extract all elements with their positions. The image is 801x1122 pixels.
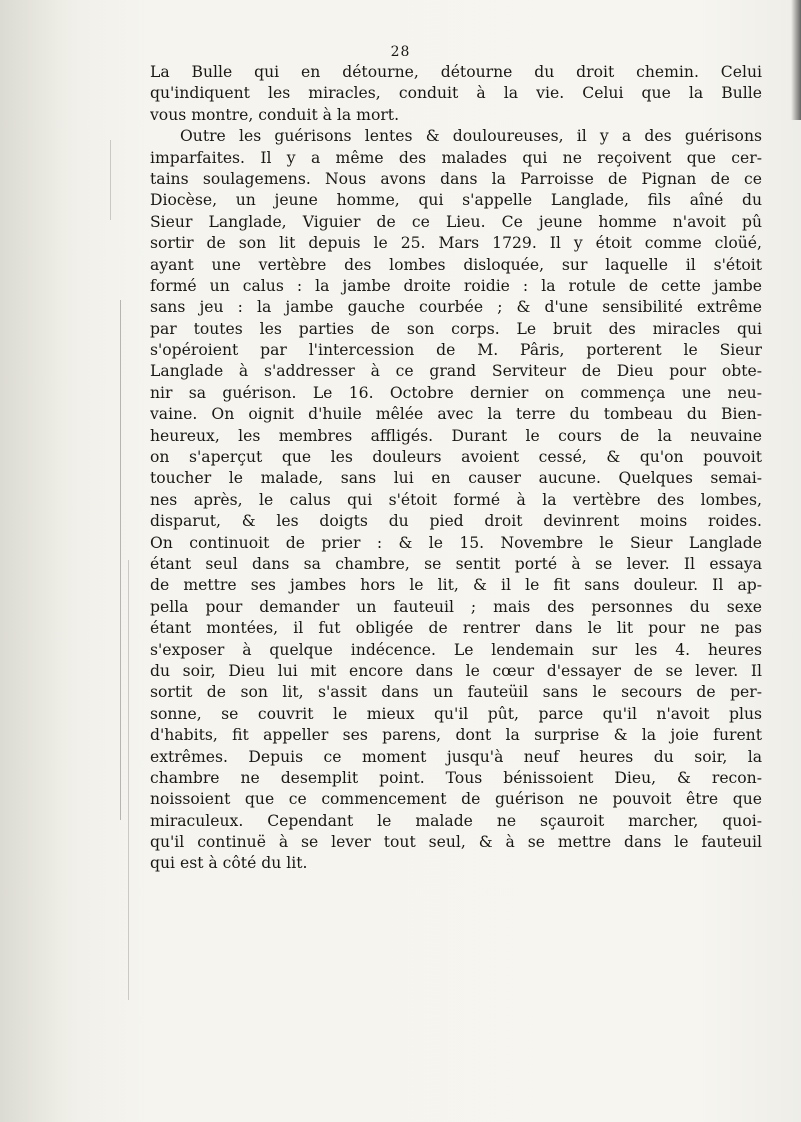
text-line: étant montées, il fut obligée de rentrer dans le lit pour ne pas (150, 619, 762, 638)
text-line: vaine. On oignit d'huile mêlée avec la terre du tombeau du Bien- (150, 405, 762, 424)
text-line: qu'indiquent les miracles, conduit à la vie. Celui que la Bulle (150, 84, 762, 103)
text-line: nes après, le calus qui s'étoit formé à la vertèbre des lombes, (150, 490, 762, 509)
text-line: de mettre ses jambes hors le lit, & il le fit sans douleur. Il ap- (150, 576, 762, 595)
text-line: Sieur Langlade, Viguier de ce Lieu. Ce jeune homme n'avoit pû (150, 212, 762, 231)
text-line: formé un calus : la jambe droite roidie : la rotule de cette jambe (150, 276, 762, 295)
text-line: imparfaites. Il y a même des malades qui ne reçoivent que cer- (150, 148, 762, 167)
text-line: sonne, se couvrit le mieux qu'il pût, parce qu'il n'avoit plus (150, 704, 762, 723)
text-line: tains soulagemens. Nous avons dans la Parroisse de Pignan de ce (150, 169, 762, 188)
margin-mark (120, 300, 121, 820)
text-line: s'exposer à quelque indécence. Le lendemain sur les 4. heures (150, 640, 762, 659)
margin-mark (110, 140, 111, 220)
text-line: vous montre, conduit à la mort. (150, 105, 400, 124)
text-line: d'habits, fit appeller ses parens, dont la surprise & la joie furent (150, 726, 762, 745)
text-line: on s'aperçut que les douleurs avoient cessé, & qu'on pouvoit (150, 448, 762, 467)
text-line: La Bulle qui en détourne, détourne du droit chemin. Celui (150, 63, 762, 81)
page-number: 28 (390, 44, 411, 60)
text-line: pella pour demander un fauteuil ; mais des personnes du sexe (150, 597, 762, 616)
text-line: du soir, Dieu lui mit encore dans le cœur d'essayer de se lever. Il (150, 661, 762, 680)
text-line: heureux, les membres affligés. Durant le cours de la neuvaine (150, 426, 762, 445)
text-line: On continuoit de prier : & le 15. Novembre le Sieur Langlade (150, 533, 762, 552)
text-line: sortit de son lit, s'assit dans un fauteüil sans le secours de per- (150, 683, 762, 702)
text-line: disparut, & les doigts du pied droit devinrent moins roides. (150, 512, 762, 531)
text-line: qu'il continuë à se lever tout seul, & à se mettre dans le fauteuil (150, 833, 762, 852)
page-edge-shadow (791, 0, 801, 120)
text-line: étant seul dans sa chambre, se sentit porté à se lever. Il essaya (150, 554, 762, 573)
text-line: Langlade à s'addresser à ce grand Serviteur de Dieu pour obte- (150, 362, 762, 381)
text-line: chambre ne desemplit point. Tous bénissoient Dieu, & recon- (150, 768, 762, 787)
margin-mark (128, 560, 129, 1000)
text-line: ayant une vertèbre des lombes disloquée, sur laquelle il s'étoit (150, 255, 762, 274)
text-line: nir sa guérison. Le 16. Octobre dernier on commença une neu- (150, 383, 762, 402)
text-line: qui est à côté du lit. (150, 854, 308, 873)
text-line: miraculeux. Cependant le malade ne sçauroit marcher, quoi- (150, 811, 762, 830)
text-line: sortir de son lit depuis le 25. Mars 1729. Il y étoit comme cloüé, (150, 234, 762, 253)
text-line: toucher le malade, sans lui en causer aucune. Quelques semai- (150, 469, 762, 488)
text-line: extrêmes. Depuis ce moment jusqu'à neuf heures du soir, la (150, 747, 762, 766)
text-line: Outre les guérisons lentes & douloureuses, il y a des guérisons (180, 127, 762, 146)
body-text (150, 62, 762, 875)
text-line: par toutes les parties de son corps. Le bruit des miracles qui (150, 319, 762, 338)
text-line: s'opéroient par l'intercession de M. Pâris, porterent le Sieur (150, 341, 762, 360)
text-line: noissoient que ce commencement de guérison ne pouvoit être que (150, 790, 762, 809)
text-line: sans jeu : la jambe gauche courbée ; & d'une sensibilité extrême (150, 298, 762, 317)
text-line: Diocèse, un jeune homme, qui s'appelle Langlade, fils aîné du (150, 191, 762, 210)
